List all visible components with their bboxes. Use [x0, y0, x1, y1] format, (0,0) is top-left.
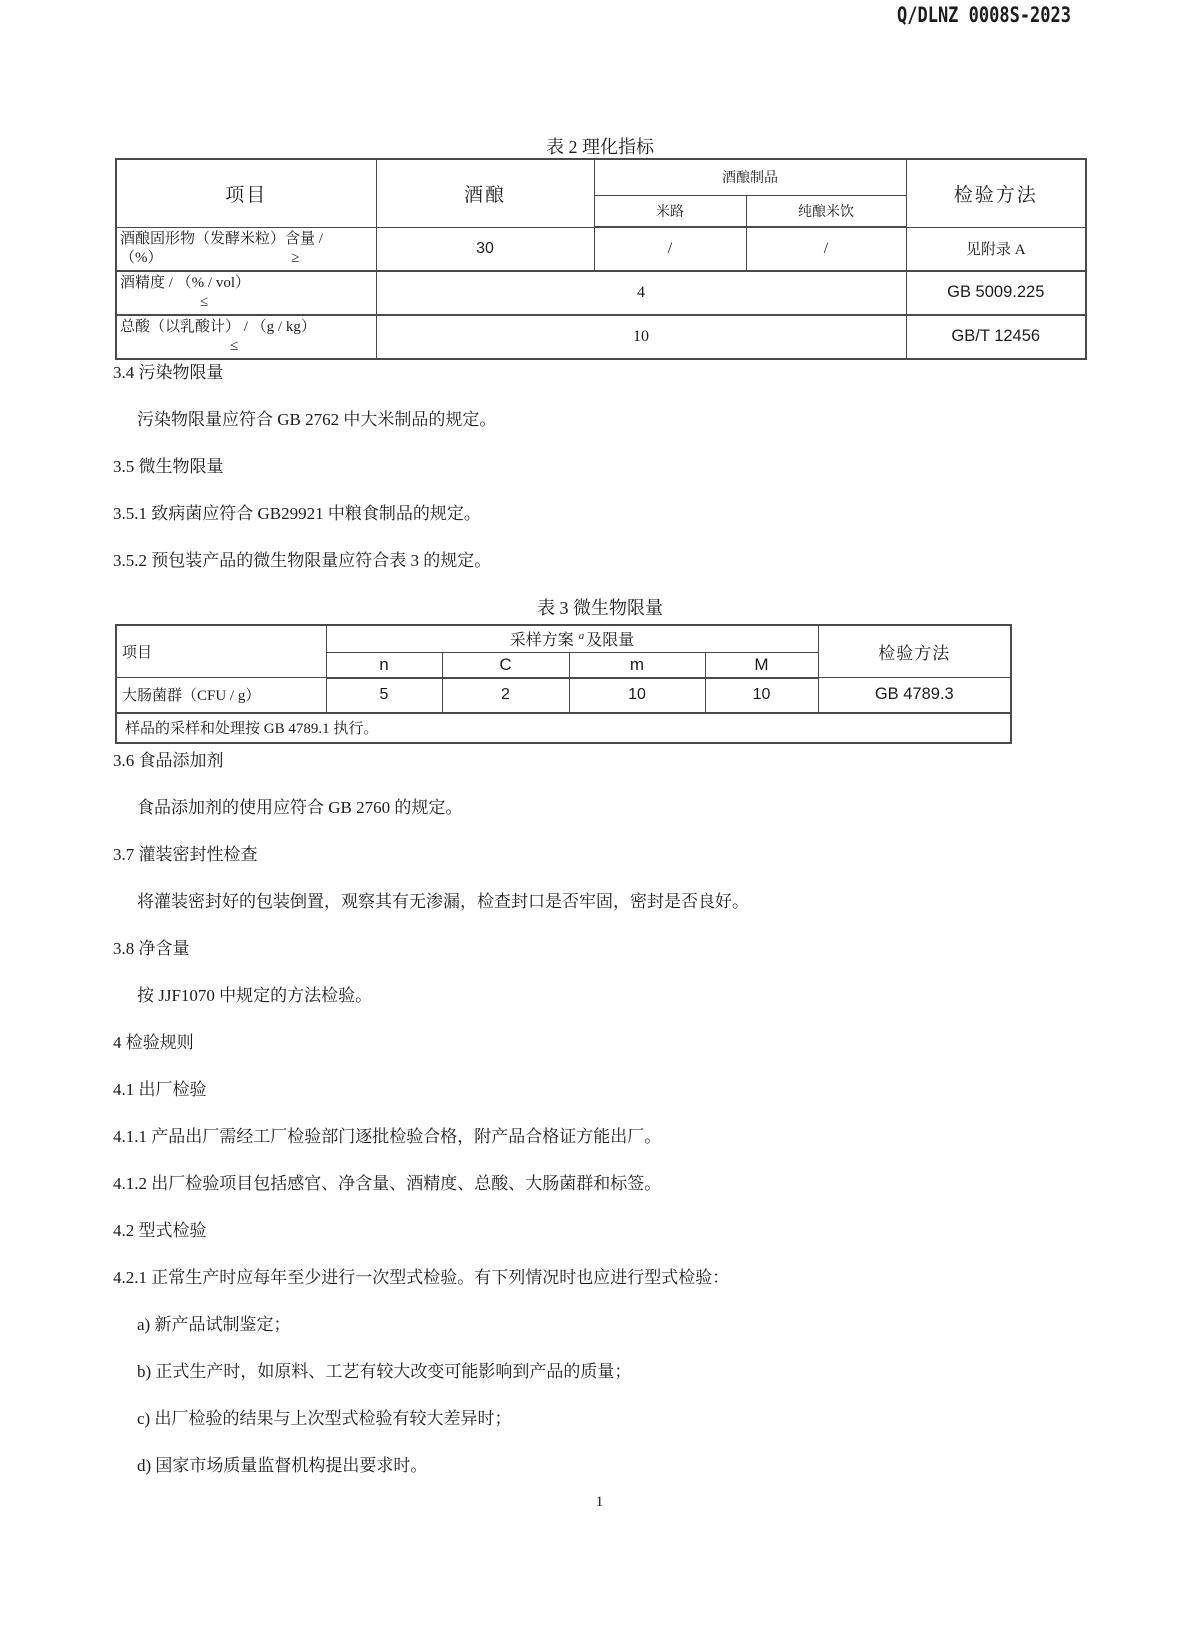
clause-3-5-2: 3.5.2 预包装产品的微生物限量应符合表 3 的规定。	[113, 550, 492, 570]
table2-row-acidity-label	[116, 315, 376, 359]
table2-header-method: 检验方法	[906, 159, 1086, 227]
table2-row-acidity-method: GB/T 12456	[906, 315, 1086, 359]
clause-3-4-body: 污染物限量应符合 GB 2762 中大米制品的规定。	[137, 409, 497, 429]
label-line1: 总酸（以乳酸计） / （g / kg）	[120, 318, 316, 335]
clause-3-5-1: 3.5.1 致病菌应符合 GB29921 中粮食制品的规定。	[113, 503, 481, 523]
table2-header-milu: 米路	[594, 195, 746, 227]
clause-3-7-body: 将灌装密封好的包装倒置，观察其有无渗漏，检查封口是否牢固，密封是否良好。	[137, 891, 749, 911]
table2-row-alcohol-value: 4	[376, 271, 906, 315]
table2-row-acidity-value: 10	[376, 315, 906, 359]
clause-4-1-2: 4.1.2 出厂检验项目包括感官、净含量、酒精度、总酸、大肠菌群和标签。	[113, 1173, 662, 1193]
clause-4-2-1-item-c: c) 出厂检验的结果与上次型式检验有较大差异时；	[137, 1408, 512, 1428]
label-line2	[120, 249, 372, 268]
clause-3-5-heading: 3.5 微生物限量	[113, 456, 224, 476]
clause-4-2-1-item-d: d) 国家市场质量监督机构提出要求时。	[137, 1455, 428, 1475]
clause-4-2-heading: 4.2 型式检验	[113, 1220, 207, 1240]
footnote-marker-a: a	[578, 629, 585, 642]
table3-microbiological-limits	[115, 624, 1012, 744]
label-unit: （%）	[120, 249, 163, 266]
table3-row-coliform-M: 10	[705, 678, 818, 713]
label-line2	[120, 337, 372, 356]
table2-row-solids-jiuniang-value: 30	[376, 227, 594, 271]
table2-row-acidity	[116, 315, 1086, 359]
table3-header-row-1	[116, 625, 1011, 653]
clause-4-2-1-item-a: a) 新产品试制鉴定；	[137, 1314, 291, 1334]
table3-header-n: n	[326, 653, 442, 678]
table3-row-coliform-label: 大肠菌群（CFU / g）	[116, 678, 326, 713]
lte-symbol: ≤	[230, 337, 239, 354]
label-line2	[120, 293, 372, 312]
clauses-block-2	[113, 750, 1139, 1477]
clause-3-4-heading: 3.4 污染物限量	[113, 362, 224, 382]
clause-4-heading: 4 检验规则	[113, 1032, 194, 1052]
table3-row-coliform-C: 2	[442, 678, 569, 713]
clause-3-6-heading: 3.6 食品添加剂	[113, 750, 224, 770]
table2-row-solids	[116, 227, 1086, 271]
clauses-block-1	[113, 362, 1139, 572]
sampling-prefix: 采样方案	[509, 632, 574, 650]
table2-physicochemical-indicators	[115, 158, 1087, 360]
clause-3-8-heading: 3.8 净含量	[113, 938, 190, 958]
table2-header-item: 项目	[116, 159, 376, 227]
table2-row-alcohol-label	[116, 271, 376, 315]
table3-footnote: 样品的采样和处理按 GB 4789.1 执行。	[116, 713, 1011, 743]
gte-symbol: ≥	[291, 249, 300, 266]
table3-header-C: C	[442, 653, 569, 678]
table3-row-coliform-n: 5	[326, 678, 442, 713]
table3-header-M: M	[705, 653, 818, 678]
label-line1: 酒酿固形物（发酵米粒）含量 /	[120, 230, 323, 247]
clause-3-8-body: 按 JJF1070 中规定的方法检验。	[137, 985, 373, 1005]
clause-4-1-heading: 4.1 出厂检验	[113, 1079, 207, 1099]
table3-header-sampling	[326, 625, 818, 653]
table2-header-chunniang: 纯酿米饮	[746, 195, 906, 227]
table3-row-coliform-method: GB 4789.3	[818, 678, 1011, 713]
table3-title: 表 3 微生物限量	[537, 597, 663, 618]
clause-4-2-1-item-b: b) 正式生产时，如原料、工艺有较大改变可能影响到产品的质量；	[137, 1361, 632, 1381]
table3-row-coliform-m: 10	[569, 678, 705, 713]
clause-4-1-1: 4.1.1 产品出厂需经工厂检验部门逐批检验合格，附产品合格证方能出厂。	[113, 1126, 662, 1146]
table2-row-alcohol-method: GB 5009.225	[906, 271, 1086, 315]
table2-header-jiuniang: 酒酿	[376, 159, 594, 227]
clause-3-7-heading: 3.7 灌装密封性检查	[113, 844, 258, 864]
doc-code: Q/DLNZ 0008S-2023	[897, 3, 1071, 28]
table2-header-products: 酒酿制品	[594, 159, 906, 195]
table3-header-method: 检验方法	[818, 625, 1011, 678]
table3-header-m: m	[569, 653, 705, 678]
table2-row-alcohol	[116, 271, 1086, 315]
table3-row-coliform	[116, 678, 1011, 713]
sampling-suffix: 及限量	[586, 632, 635, 650]
clause-3-6-body: 食品添加剂的使用应符合 GB 2760 的规定。	[137, 797, 463, 817]
table2-header-row-1	[116, 159, 1086, 195]
lte-symbol: ≤	[200, 293, 209, 310]
label-line1: 酒精度 / （% / vol）	[120, 274, 250, 291]
table2-row-solids-method: 见附录 A	[906, 227, 1086, 271]
table2-row-solids-chunniang-value: /	[746, 227, 906, 271]
clause-4-2-1: 4.2.1 正常生产时应每年至少进行一次型式检验。有下列情况时也应进行型式检验：	[113, 1267, 730, 1287]
page-number: 1	[595, 1494, 604, 1510]
table3-header-item: 项目	[116, 625, 326, 678]
table2-row-solids-milu-value: /	[594, 227, 746, 271]
table2-row-solids-label	[116, 227, 376, 271]
table3-footnote-row	[116, 713, 1011, 743]
table2-title: 表 2 理化指标	[546, 137, 654, 157]
